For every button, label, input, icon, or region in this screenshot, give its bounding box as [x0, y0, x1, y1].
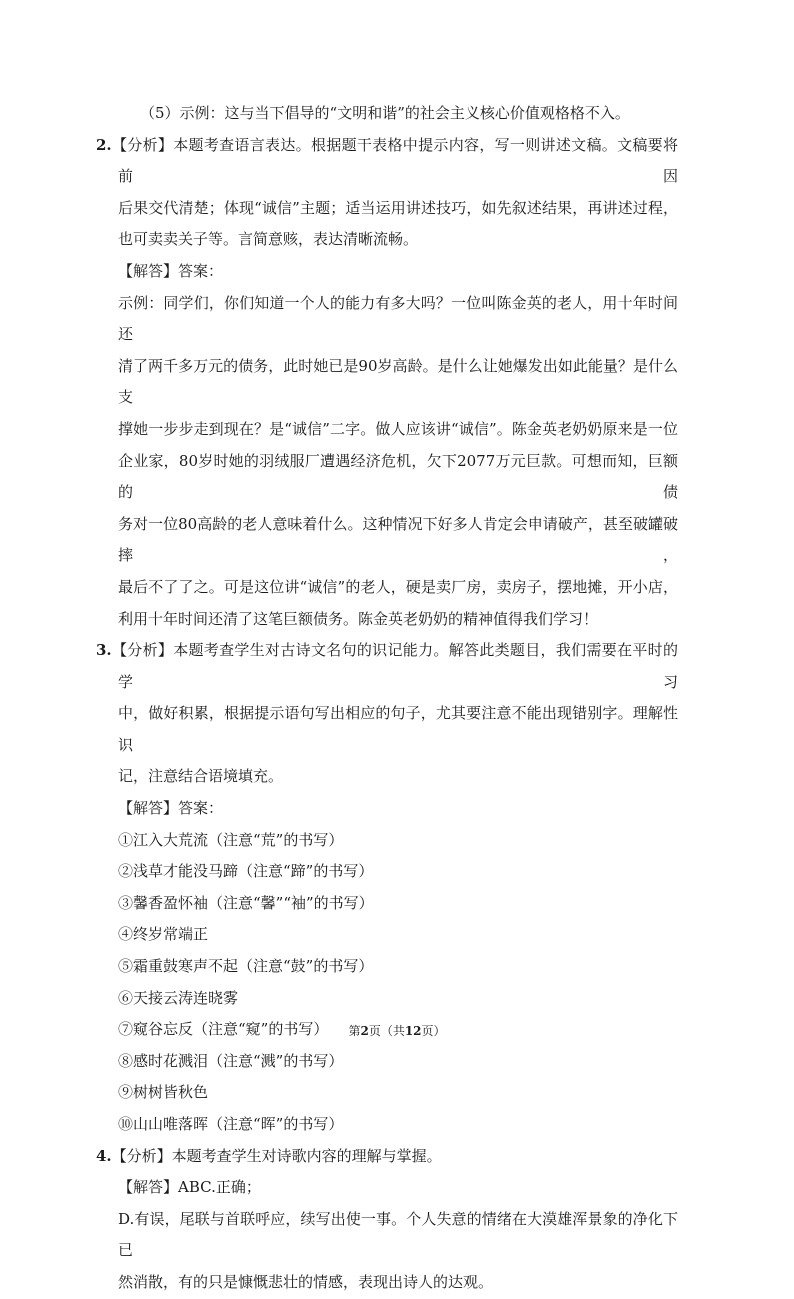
footer-suffix: 页）	[421, 1024, 446, 1038]
text-line: 后果交代清楚；体现“诚信”主题；适当运用讲述技巧，如先叙述结果，再讲述过程，	[118, 198, 678, 217]
question-number: 2.	[96, 135, 112, 154]
text-line: 利用十年时间还清了这笔巨额债务。陈金英老奶奶的精神值得我们学习！	[118, 609, 599, 628]
list-item: ⑧感时花溅泪（注意“溅”的书写）	[118, 1051, 344, 1070]
list-item: ⑩山山唯落晖（注意“晖”的书写）	[118, 1115, 344, 1133]
text-line: 撑她一步步走到现在？是“诚信”二字。做人应该讲“诚信”。陈金英老奶奶原来是一位	[118, 419, 678, 438]
list-item: ⑦窥谷忘反（注意“窥”的书写）	[118, 1020, 329, 1039]
question-2-analysis	[96, 130, 678, 193]
text-line: 中，做好积累，根据提示语句写出相应的句子，尤其要注意不能出现错别字。理解性识	[118, 704, 678, 754]
list-item: ①江入大荒流（注意“荒”的书写）	[118, 830, 344, 849]
total-pages: 12	[404, 1024, 422, 1038]
list-item: ⑤霜重鼓寒声不起（注意“鼓”的书写）	[118, 957, 374, 976]
text-line: 【分析】本题考查学生对古诗文名句的识记能力。解答此类题目，我们需要在平时的学习	[111, 641, 678, 691]
answer-label: 【解答】答案：	[118, 261, 224, 280]
text-line: 企业家，80岁时她的羽绒服厂遭遇经济危机，欠下2077万元巨款。可想而知，巨额的债	[118, 451, 678, 502]
answer-label: 【解答】ABC.正确；	[118, 1178, 261, 1197]
answer-label: 【解答】答案：	[118, 799, 224, 818]
text-line: 也可卖卖关子等。言简意赅，表达清晰流畅。	[118, 230, 419, 249]
text-line: D.有误，尾联与首联呼应，续写出使一事。个人失意的情绪在大漠雄浑景象的净化下已	[118, 1209, 678, 1260]
text-line: 记，注意结合语境填充。	[118, 767, 284, 786]
question-number: 4.	[96, 1146, 112, 1165]
list-item: ②浅草才能没马蹄（注意“蹄”的书写）	[118, 862, 374, 881]
text-line: 最后不了了之。可是这位讲“诚信”的老人，硬是卖厂房，卖房子，摆地摊，开小店，	[118, 577, 678, 596]
list-item: ④终岁常端正	[118, 925, 209, 944]
page-number: 2	[360, 1024, 369, 1038]
text-line: 务对一位80高龄的老人意味着什么。这种情况下好多人肯定会申请破产，甚至破罐破摔，	[118, 514, 678, 565]
text-line: 【分析】本题考查语言表达。根据题干表格中提示内容，写一则讲述文稿。文稿要将前因	[111, 135, 678, 186]
footer-prefix: 第	[348, 1024, 361, 1038]
footer-middle: 页（共	[368, 1024, 405, 1038]
question-number: 3.	[96, 641, 112, 660]
text-line: 示例：同学们，你们知道一个人的能力有多大吗？一位叫陈金英的老人，用十年时间还	[118, 293, 678, 344]
list-item: ③馨香盈怀袖（注意“馨”“袖”的书写）	[118, 893, 374, 912]
text-line: 然消散，有的只是慷慨悲壮的情感，表现出诗人的达观。	[118, 1272, 494, 1291]
text-line: 【分析】本题考查学生对诗歌内容的理解与掌握。	[111, 1146, 442, 1165]
list-item: ⑨树树皆秋色	[118, 1083, 209, 1102]
question-3-analysis	[96, 635, 678, 698]
text-line: （5）示例：这与当下倡导的“文明和谐”的社会主义核心价值观格格不入。	[140, 104, 630, 122]
text-line: 清了两千多万元的债务，此时她已是90岁高龄。是什么让她爆发出如此能量？是什么支	[118, 356, 678, 407]
question-4-analysis	[96, 1141, 678, 1173]
page-footer	[0, 1022, 794, 1039]
answer-content	[96, 98, 678, 1299]
list-item: ⑥天接云涛连晓雾	[118, 988, 239, 1007]
